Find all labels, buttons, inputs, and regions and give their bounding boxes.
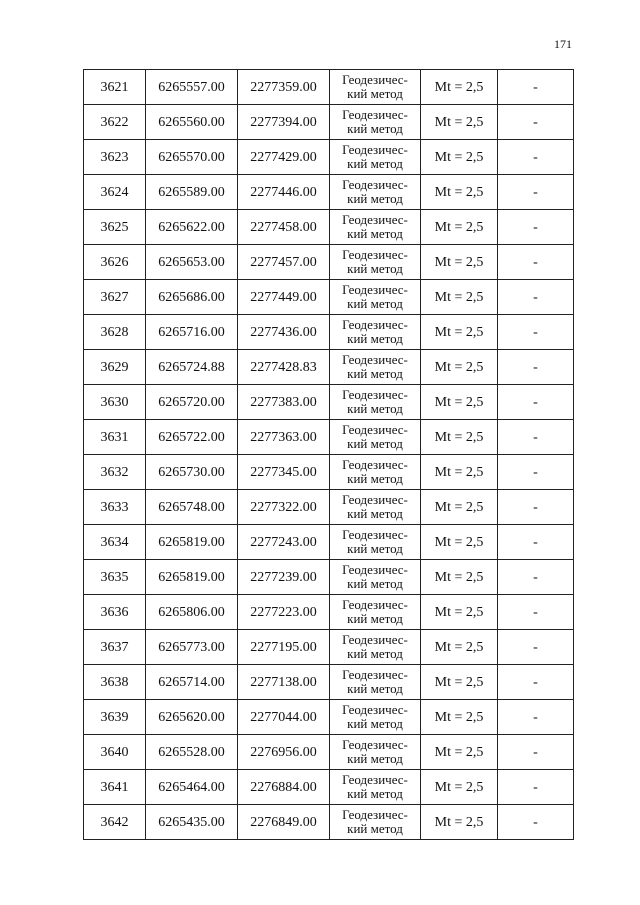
method-line-2: кий метод [347,191,403,206]
note-cell: - [498,630,574,665]
method-cell [330,770,421,805]
note-cell: - [498,315,574,350]
y-coordinate-cell: 2276956.00 [238,735,330,770]
method-cell [330,630,421,665]
method-cell [330,455,421,490]
x-coordinate-cell: 6265560.00 [146,105,238,140]
method-line-2: кий метод [347,716,403,731]
table-row [84,490,574,525]
y-coordinate-cell: 2277044.00 [238,700,330,735]
method-cell [330,420,421,455]
y-coordinate-cell: 2276849.00 [238,805,330,840]
method-line-1: Геодезичес- [342,352,408,367]
method-line-1: Геодезичес- [342,457,408,472]
x-coordinate-cell: 6265464.00 [146,770,238,805]
y-coordinate-cell: 2277457.00 [238,245,330,280]
method-cell [330,140,421,175]
point-number-cell: 3637 [84,630,146,665]
point-number-cell: 3627 [84,280,146,315]
accuracy-cell: Mt = 2,5 [421,210,498,245]
method-line-2: кий метод [347,646,403,661]
method-line-2: кий метод [347,821,403,836]
method-cell [330,665,421,700]
note-cell: - [498,350,574,385]
method-line-2: кий метод [347,611,403,626]
method-line-1: Геодезичес- [342,527,408,542]
method-line-2: кий метод [347,331,403,346]
method-line-1: Геодезичес- [342,107,408,122]
accuracy-cell: Mt = 2,5 [421,630,498,665]
method-line-1: Геодезичес- [342,177,408,192]
coordinates-table-body [84,70,574,840]
table-row [84,315,574,350]
method-line-1: Геодезичес- [342,247,408,262]
method-line-2: кий метод [347,681,403,696]
table-row [84,105,574,140]
y-coordinate-cell: 2277436.00 [238,315,330,350]
accuracy-cell: Mt = 2,5 [421,385,498,420]
method-cell [330,560,421,595]
note-cell: - [498,175,574,210]
point-number-cell: 3633 [84,490,146,525]
table-row [84,350,574,385]
y-coordinate-cell: 2277239.00 [238,560,330,595]
table-row [84,735,574,770]
x-coordinate-cell: 6265773.00 [146,630,238,665]
note-cell: - [498,420,574,455]
method-line-1: Геодезичес- [342,597,408,612]
accuracy-cell: Mt = 2,5 [421,525,498,560]
method-cell [330,700,421,735]
coordinates-table [83,69,574,840]
x-coordinate-cell: 6265589.00 [146,175,238,210]
method-cell [330,70,421,105]
table-row [84,210,574,245]
method-line-2: кий метод [347,506,403,521]
method-cell [330,315,421,350]
method-line-2: кий метод [347,226,403,241]
y-coordinate-cell: 2277322.00 [238,490,330,525]
method-line-2: кий метод [347,366,403,381]
note-cell: - [498,70,574,105]
note-cell: - [498,595,574,630]
method-line-1: Геодезичес- [342,142,408,157]
note-cell: - [498,735,574,770]
method-cell [330,805,421,840]
x-coordinate-cell: 6265724.88 [146,350,238,385]
method-cell [330,735,421,770]
x-coordinate-cell: 6265819.00 [146,560,238,595]
accuracy-cell: Mt = 2,5 [421,770,498,805]
note-cell: - [498,140,574,175]
method-line-2: кий метод [347,296,403,311]
y-coordinate-cell: 2277458.00 [238,210,330,245]
y-coordinate-cell: 2277383.00 [238,385,330,420]
note-cell: - [498,280,574,315]
method-line-2: кий метод [347,436,403,451]
table-row [84,560,574,595]
method-cell [330,385,421,420]
method-line-2: кий метод [347,261,403,276]
method-line-1: Геодезичес- [342,317,408,332]
x-coordinate-cell: 6265720.00 [146,385,238,420]
method-cell [330,350,421,385]
y-coordinate-cell: 2277138.00 [238,665,330,700]
table-row [84,70,574,105]
method-cell [330,525,421,560]
point-number-cell: 3621 [84,70,146,105]
y-coordinate-cell: 2277223.00 [238,595,330,630]
note-cell: - [498,525,574,560]
x-coordinate-cell: 6265622.00 [146,210,238,245]
table-row [84,175,574,210]
x-coordinate-cell: 6265748.00 [146,490,238,525]
x-coordinate-cell: 6265722.00 [146,420,238,455]
note-cell: - [498,665,574,700]
table-row [84,420,574,455]
y-coordinate-cell: 2277345.00 [238,455,330,490]
y-coordinate-cell: 2277359.00 [238,70,330,105]
y-coordinate-cell: 2277195.00 [238,630,330,665]
method-line-2: кий метод [347,471,403,486]
method-line-2: кий метод [347,786,403,801]
point-number-cell: 3628 [84,315,146,350]
point-number-cell: 3625 [84,210,146,245]
table-row [84,770,574,805]
accuracy-cell: Mt = 2,5 [421,805,498,840]
method-line-1: Геодезичес- [342,562,408,577]
x-coordinate-cell: 6265714.00 [146,665,238,700]
accuracy-cell: Mt = 2,5 [421,595,498,630]
method-cell [330,210,421,245]
table-row [84,280,574,315]
point-number-cell: 3638 [84,665,146,700]
table-row [84,805,574,840]
method-line-1: Геодезичес- [342,72,408,87]
accuracy-cell: Mt = 2,5 [421,350,498,385]
y-coordinate-cell: 2277394.00 [238,105,330,140]
y-coordinate-cell: 2277446.00 [238,175,330,210]
method-line-2: кий метод [347,576,403,591]
x-coordinate-cell: 6265806.00 [146,595,238,630]
method-line-2: кий метод [347,541,403,556]
note-cell: - [498,700,574,735]
accuracy-cell: Mt = 2,5 [421,700,498,735]
method-line-1: Геодезичес- [342,807,408,822]
point-number-cell: 3622 [84,105,146,140]
accuracy-cell: Mt = 2,5 [421,175,498,210]
point-number-cell: 3640 [84,735,146,770]
point-number-cell: 3635 [84,560,146,595]
method-line-1: Геодезичес- [342,667,408,682]
point-number-cell: 3629 [84,350,146,385]
y-coordinate-cell: 2276884.00 [238,770,330,805]
page-number: 171 [554,37,572,51]
accuracy-cell: Mt = 2,5 [421,245,498,280]
y-coordinate-cell: 2277243.00 [238,525,330,560]
note-cell: - [498,245,574,280]
accuracy-cell: Mt = 2,5 [421,735,498,770]
x-coordinate-cell: 6265686.00 [146,280,238,315]
note-cell: - [498,455,574,490]
x-coordinate-cell: 6265730.00 [146,455,238,490]
point-number-cell: 3624 [84,175,146,210]
x-coordinate-cell: 6265716.00 [146,315,238,350]
method-line-1: Геодезичес- [342,737,408,752]
accuracy-cell: Mt = 2,5 [421,560,498,595]
x-coordinate-cell: 6265653.00 [146,245,238,280]
method-line-2: кий метод [347,401,403,416]
accuracy-cell: Mt = 2,5 [421,420,498,455]
point-number-cell: 3626 [84,245,146,280]
x-coordinate-cell: 6265570.00 [146,140,238,175]
accuracy-cell: Mt = 2,5 [421,140,498,175]
method-line-1: Геодезичес- [342,212,408,227]
point-number-cell: 3639 [84,700,146,735]
note-cell: - [498,105,574,140]
method-cell [330,280,421,315]
table-row [84,700,574,735]
table-row [84,595,574,630]
point-number-cell: 3630 [84,385,146,420]
y-coordinate-cell: 2277428.83 [238,350,330,385]
table-row [84,140,574,175]
accuracy-cell: Mt = 2,5 [421,315,498,350]
point-number-cell: 3632 [84,455,146,490]
table-row [84,455,574,490]
x-coordinate-cell: 6265819.00 [146,525,238,560]
x-coordinate-cell: 6265528.00 [146,735,238,770]
x-coordinate-cell: 6265557.00 [146,70,238,105]
method-line-1: Геодезичес- [342,492,408,507]
method-line-2: кий метод [347,156,403,171]
note-cell: - [498,210,574,245]
y-coordinate-cell: 2277363.00 [238,420,330,455]
point-number-cell: 3623 [84,140,146,175]
note-cell: - [498,560,574,595]
method-cell [330,245,421,280]
point-number-cell: 3636 [84,595,146,630]
x-coordinate-cell: 6265435.00 [146,805,238,840]
point-number-cell: 3642 [84,805,146,840]
note-cell: - [498,770,574,805]
method-line-1: Геодезичес- [342,387,408,402]
method-line-2: кий метод [347,86,403,101]
note-cell: - [498,490,574,525]
table-row [84,245,574,280]
note-cell: - [498,805,574,840]
y-coordinate-cell: 2277429.00 [238,140,330,175]
table-row [84,665,574,700]
method-line-1: Геодезичес- [342,422,408,437]
method-line-1: Геодезичес- [342,632,408,647]
point-number-cell: 3634 [84,525,146,560]
accuracy-cell: Mt = 2,5 [421,665,498,700]
method-line-1: Геодезичес- [342,282,408,297]
accuracy-cell: Mt = 2,5 [421,455,498,490]
method-cell [330,490,421,525]
table-row [84,630,574,665]
method-line-2: кий метод [347,121,403,136]
method-line-1: Геодезичес- [342,772,408,787]
method-cell [330,595,421,630]
note-cell: - [498,385,574,420]
accuracy-cell: Mt = 2,5 [421,280,498,315]
accuracy-cell: Mt = 2,5 [421,490,498,525]
method-line-1: Геодезичес- [342,702,408,717]
accuracy-cell: Mt = 2,5 [421,105,498,140]
y-coordinate-cell: 2277449.00 [238,280,330,315]
method-line-2: кий метод [347,751,403,766]
method-cell [330,175,421,210]
method-cell [330,105,421,140]
accuracy-cell: Mt = 2,5 [421,70,498,105]
point-number-cell: 3631 [84,420,146,455]
table-row [84,385,574,420]
point-number-cell: 3641 [84,770,146,805]
x-coordinate-cell: 6265620.00 [146,700,238,735]
table-row [84,525,574,560]
